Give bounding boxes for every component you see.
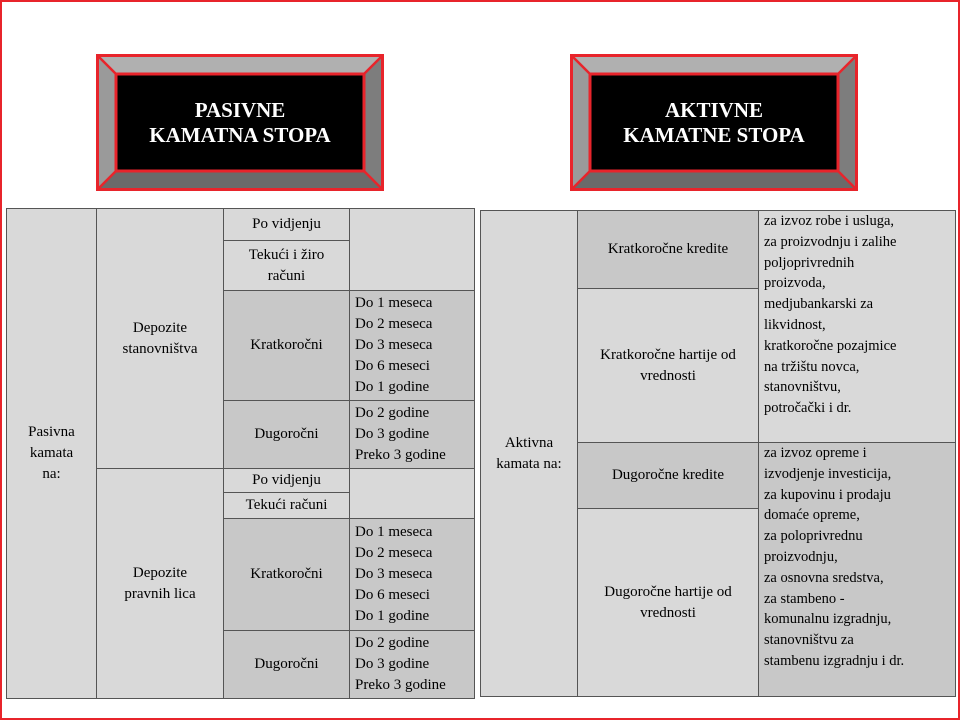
pravna-dugorocni-list: [350, 631, 475, 699]
stanovnistvo-label: Depozite stanovništva: [122, 319, 198, 357]
list-item: za proizvodnju i zalihe: [764, 233, 897, 250]
list-item: domaće opreme,: [764, 507, 860, 524]
list-item: za osnovna sredstva,: [764, 569, 884, 586]
aktivne-title-line2: KAMATNE STOPA: [623, 122, 805, 147]
list-item: Do 2 meseca: [355, 316, 433, 332]
list-item: Do 6 meseci: [355, 358, 430, 374]
list-item: za poloprivrednu: [764, 528, 863, 545]
pravna-lica-cell: [97, 469, 224, 699]
stan-blank-cell: [350, 209, 475, 291]
list-item: Do 1 godine: [355, 379, 430, 395]
aktivne-title: [590, 74, 838, 171]
pravna-dugorocni-cell: [224, 631, 350, 699]
pravna-blank-cell: [350, 469, 475, 519]
stan-po-vidjenju-label: Po vidjenju: [252, 216, 321, 232]
dugorocne-hartije-cell: [578, 509, 759, 697]
dugorocne-purposes-list: [759, 443, 956, 697]
stan-tekuci-cell: [224, 241, 350, 291]
list-item: komunalnu izgradnju,: [764, 611, 892, 628]
pravna-po-vidjenju-cell: [224, 469, 350, 493]
list-item: Do 3 godine: [355, 426, 430, 442]
list-item: Do 1 godine: [355, 608, 430, 624]
list-item: Do 2 meseca: [355, 545, 433, 561]
kratkorocne-hartije-label: Kratkoročne hartije od vrednosti: [600, 346, 736, 384]
aktivne-header-box: [570, 54, 858, 191]
stan-dugorocni-list: [350, 401, 475, 469]
aktivna-root-cell: [481, 211, 578, 697]
pravna-dugorocni-label: Dugoročni: [254, 656, 319, 672]
dugorocne-kredite-label: Dugoročne kredite: [611, 467, 725, 483]
list-item: za izvoz robe i usluga,: [764, 213, 895, 229]
list-item: Do 3 godine: [355, 656, 430, 672]
pravna-kratkorocni-list: [350, 519, 475, 631]
pasivna-table: [6, 208, 475, 699]
list-item: za stambeno -: [764, 590, 845, 607]
pravna-po-vidjenju-label: Po vidjenju: [252, 472, 321, 488]
stan-kratkorocni-cell: [224, 291, 350, 401]
pasivne-title-line1: PASIVNE: [194, 97, 286, 122]
list-item: poljoprivrednih: [764, 254, 855, 271]
stan-dugorocni-label: Dugoročni: [254, 426, 319, 442]
stan-tekuci-label: Tekući i žiro računi: [248, 246, 325, 284]
kratkorocne-hartije-cell: [578, 289, 759, 443]
pasivna-root-cell: [7, 209, 97, 699]
list-item: proizvoda,: [764, 275, 826, 292]
kratkorocne-purposes-list: [759, 211, 956, 443]
list-item: za izvoz opreme i: [764, 445, 867, 461]
pravna-tekuci-label: Tekući računi: [245, 497, 328, 513]
list-item: izvodjenje investicija,: [764, 465, 892, 482]
list-item: stambenu izgradnju i dr.: [764, 652, 905, 669]
pasivne-title: [116, 74, 364, 171]
stanovnistvo-cell: [97, 209, 224, 469]
list-item: proizvodnju,: [764, 548, 838, 565]
list-item: za kupovinu i prodaju: [764, 486, 891, 503]
list-item: potročački i dr.: [764, 400, 852, 417]
list-item: stanovništvu,: [764, 379, 841, 396]
stan-kratkorocni-label: Kratkoročni: [250, 337, 323, 353]
aktivne-title-line1: AKTIVNE: [664, 97, 764, 122]
list-item: medjubankarski za: [764, 296, 874, 313]
stan-po-vidjenju-cell: [224, 209, 350, 241]
pasivne-header-box: [96, 54, 384, 191]
list-item: kratkoročne pozajmice: [764, 337, 897, 354]
pravna-kratkorocni-label: Kratkoročni: [250, 566, 323, 582]
dugorocne-kredite-cell: [578, 443, 759, 509]
list-item: Preko 3 godine: [355, 677, 446, 693]
list-item: Preko 3 godine: [355, 447, 446, 463]
stan-kratkorocni-list: [350, 291, 475, 401]
pravna-lica-label: Depozite pravnih lica: [124, 564, 196, 602]
list-item: stanovništvu za: [764, 632, 854, 649]
list-item: Do 1 meseca: [355, 524, 433, 540]
dugorocne-hartije-label: Dugoročne hartije od vrednosti: [604, 583, 732, 621]
kratkorocne-kredite-cell: [578, 211, 759, 289]
list-item: na tržištu novca,: [764, 358, 860, 375]
pasivne-title-line2: KAMATNA STOPA: [149, 122, 331, 147]
list-item: Do 1 meseca: [355, 295, 433, 311]
aktivna-table: [480, 210, 956, 697]
list-item: Do 2 godine: [355, 405, 430, 421]
list-item: likvidnost,: [764, 316, 826, 333]
kratkorocne-kredite-label: Kratkoročne kredite: [607, 241, 729, 257]
pravna-tekuci-cell: [224, 493, 350, 519]
pasivna-root-label: Pasivna kamata na:: [28, 424, 75, 482]
aktivna-root-label: Aktivna kamata na:: [496, 434, 562, 472]
pravna-kratkorocni-cell: [224, 519, 350, 631]
list-item: Do 6 meseci: [355, 587, 430, 603]
stan-dugorocni-cell: [224, 401, 350, 469]
list-item: Do 3 meseca: [355, 566, 433, 582]
list-item: Do 2 godine: [355, 635, 430, 651]
list-item: Do 3 meseca: [355, 337, 433, 353]
